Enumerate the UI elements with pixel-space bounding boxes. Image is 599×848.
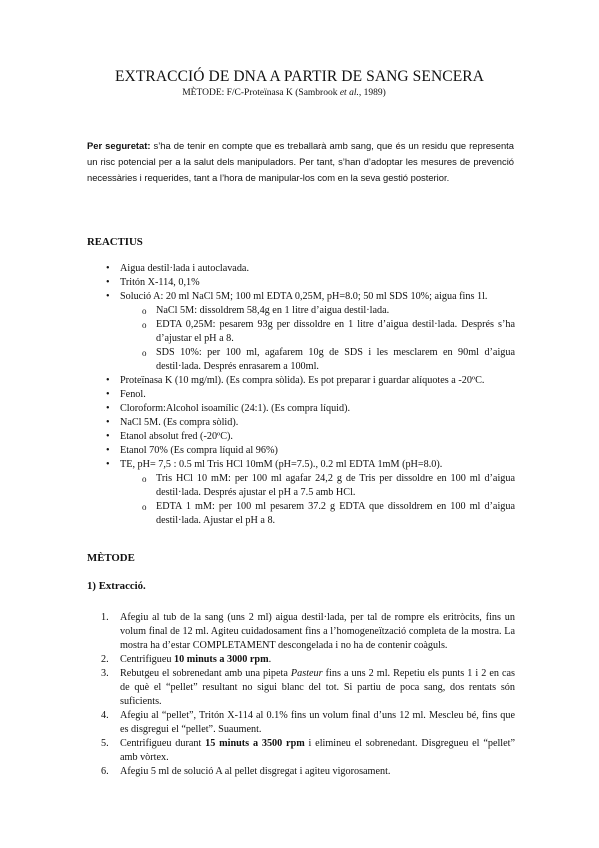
bullet-icon: • <box>106 277 110 288</box>
circle-bullet-icon: o <box>142 502 147 512</box>
step-emphasis: 15 minuts a 3500 rpm <box>205 738 305 749</box>
list-item <box>87 458 515 472</box>
sub-reagent-text: EDTA 1 mM: per 100 ml pesarem 37.2 g EDTA que dissoldrem en 100 ml d’aigua destil·lada. Ajustar el pH a 8. <box>156 501 515 526</box>
reactius-heading: REACTIUS <box>87 236 143 248</box>
step-number: 3. <box>101 668 109 679</box>
safety-label: Per seguretat: <box>87 140 151 151</box>
reagent-text: Etanol absolut fred (-20ºC). <box>120 431 233 442</box>
sublist-container <box>87 304 515 374</box>
circle-bullet-icon: o <box>142 348 147 358</box>
bullet-icon: • <box>106 403 110 414</box>
step-text: Afegiu 5 ml de solució A al pellet disgregat i agiteu vigorosament. <box>120 766 391 777</box>
list-item <box>87 388 515 402</box>
bullet-icon: • <box>106 291 110 302</box>
step-text: Centrifigueu <box>120 654 175 665</box>
reagent-text: NaCl 5M. (Es compra sòlid). <box>120 417 239 428</box>
sub-list-item <box>87 304 515 318</box>
step-item <box>87 653 515 667</box>
step-item <box>87 737 515 765</box>
list-item <box>87 290 515 304</box>
solucio-a-sublist <box>87 304 515 374</box>
step-item <box>87 667 515 709</box>
list-item <box>87 444 515 458</box>
bullet-icon: • <box>106 417 110 428</box>
subtitle-year: , 1989) <box>358 88 386 98</box>
list-item <box>87 374 515 388</box>
step-text-end: fins a uns 2 ml. Repetiu els punts 1 i 2 en cas de què el “pellet” resultant no sigui blanc del tot. Si partiu de poca sang, dos rentats són suficients. <box>120 668 515 707</box>
list-item <box>87 430 515 444</box>
sub-list-item <box>87 500 515 528</box>
step-text: Centrifigueu durant <box>120 738 206 749</box>
list-item <box>87 262 515 276</box>
bullet-icon: • <box>106 389 110 400</box>
te-sublist <box>87 472 515 528</box>
bullet-icon: • <box>106 375 110 386</box>
sub-reagent-text: NaCl 5M: dissoldrem 58,4g en 1 litre d’aigua destil·lada. <box>156 305 390 316</box>
sub-list-item <box>87 472 515 500</box>
reagent-text: Solució A: 20 ml NaCl 5M; 100 ml EDTA 0,25M, pH=8.0; 50 ml SDS 10%; aigua fins 1l. <box>120 291 488 302</box>
sub-list-item <box>87 318 515 346</box>
metode-heading: MÈTODE <box>87 552 135 564</box>
document-title: EXTRACCIÓ DE DNA A PARTIR DE SANG SENCERA <box>114 68 485 85</box>
step-number: 1. <box>101 612 109 623</box>
reagent-text: Cloroform:Alcohol isoamílic (24:1). (Es compra líquid). <box>120 403 351 414</box>
safety-text: s’ha de tenir en compte que es treballarà amb sang, que és un residu que representa un risc potencial per a la salut dels manipuladors. Per tant, s’han d’adoptar les mesures de prevenció necessàries i requerides, tant a l’hora de manipular-los com en la seva gestió posterior. <box>87 140 514 183</box>
step-text-end: i elimineu el sobrenedant. Disgregueu el “pellet” amb vòrtex. <box>120 738 515 763</box>
step-item <box>87 709 515 737</box>
sub-reagent-text: SDS 10%: per 100 ml, agafarem 10g de SDS i les mesclarem en 90ml d’aigua destil·lada. Després enrasarem a 100ml. <box>156 347 515 372</box>
step-text: Afegiu al tub de la sang (uns 2 ml) aigua destil·lada, per tal de rompre els eritròcits, fins un volum final de 12 ml. Agiteu cuidadosament fins a l’homogeneïtzació completa de la mostra. La mostra ha d’estar COMPLETAMENT descongelada i no ha de contenir coàguls. <box>120 612 515 651</box>
extraction-subheading: 1) Extracció. <box>87 580 146 592</box>
circle-bullet-icon: o <box>142 320 147 330</box>
bullet-icon: • <box>106 445 110 456</box>
reagent-text: TE, pH= 7,5 : 0.5 ml Tris HCl 10mM (pH=7.5)., 0.2 ml EDTA 1mM (pH=8.0). <box>120 459 443 470</box>
reagents-list <box>87 262 515 528</box>
circle-bullet-icon: o <box>142 474 147 484</box>
safety-paragraph <box>87 138 514 186</box>
step-number: 6. <box>101 766 109 777</box>
bullet-icon: • <box>106 263 110 274</box>
reagent-text: Fenol. <box>120 389 146 400</box>
step-number: 2. <box>101 654 109 665</box>
subtitle-text: MÈTODE: F/C-Proteïnasa K (Sambrook <box>182 88 340 98</box>
step-emphasis: 10 minuts a 3000 rpm <box>174 654 269 665</box>
sublist-container <box>87 472 515 528</box>
step-text: Rebutgeu el sobrenedant amb una pipeta <box>120 668 291 679</box>
step-text-end: . <box>268 654 272 665</box>
circle-bullet-icon: o <box>142 306 147 316</box>
step-item <box>87 765 515 779</box>
reagent-text: Tritón X-114, 0,1% <box>120 277 200 288</box>
list-item <box>87 276 515 290</box>
step-number: 4. <box>101 710 109 721</box>
step-italic: Pasteur <box>290 668 323 679</box>
step-text: Afegiu al “pellet”, Tritón X-114 al 0.1% fins un volum final d’uns 12 ml. Mescleu bé, fins que es disgregui el “pellet”. Suaument. <box>120 710 515 735</box>
reagent-text: Proteïnasa K (10 mg/ml). (Es compra sòlida). Es pot preparar i guardar alíquotes a -20ºC. <box>120 375 485 386</box>
step-item <box>87 611 515 653</box>
extraction-steps <box>87 611 515 779</box>
bullet-icon: • <box>106 459 110 470</box>
step-number: 5. <box>101 738 109 749</box>
reagent-text: Etanol 70% (Es compra líquid al 96%) <box>120 445 278 456</box>
subtitle-italic: et al. <box>339 88 359 98</box>
bullet-icon: • <box>106 431 110 442</box>
method-subtitle <box>0 88 568 98</box>
reagent-text: Aigua destil·lada i autoclavada. <box>120 263 249 274</box>
sub-reagent-text: EDTA 0,25M: pesarem 93g per dissoldre en 1 litre d’aigua destil·lada. Després s’ha d’ajustar el pH a 8. <box>156 319 515 344</box>
sub-list-item <box>87 346 515 374</box>
list-item <box>87 416 515 430</box>
sub-reagent-text: Tris HCl 10 mM: per 100 ml agafar 24,2 g de Tris per dissoldre en 100 ml d’aigua destil·lada. Després ajustar el pH a 7.5 amb HCl. <box>156 473 515 498</box>
list-item <box>87 402 515 416</box>
